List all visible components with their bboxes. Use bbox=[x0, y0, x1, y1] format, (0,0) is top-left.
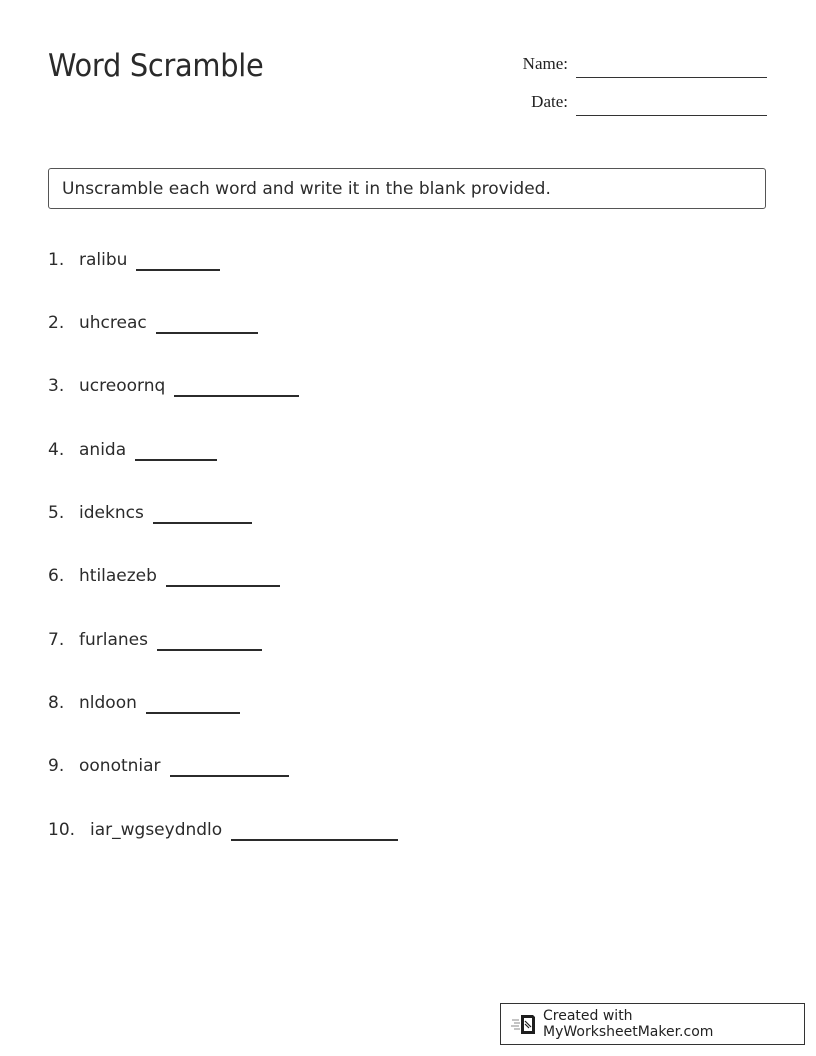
date-field bbox=[508, 92, 767, 112]
scrambled-word: uhcreac bbox=[79, 313, 147, 333]
instructions-box bbox=[48, 168, 766, 209]
item-number: 2. bbox=[48, 313, 65, 333]
item-number: 5. bbox=[48, 503, 65, 523]
scrambled-word: iar_wgseydndlo bbox=[90, 820, 223, 840]
scrambled-word: anida bbox=[79, 440, 127, 460]
list-item bbox=[48, 503, 252, 523]
name-blank-line[interactable] bbox=[576, 76, 767, 78]
item-number: 6. bbox=[48, 566, 65, 586]
name-field bbox=[508, 54, 767, 74]
answer-blank[interactable] bbox=[170, 774, 289, 777]
date-blank-line[interactable] bbox=[576, 114, 767, 116]
list-item bbox=[48, 820, 398, 840]
scrambled-word: ucreoornq bbox=[79, 376, 166, 396]
answer-blank[interactable] bbox=[156, 331, 258, 334]
item-number: 9. bbox=[48, 756, 65, 776]
list-item bbox=[48, 250, 220, 270]
list-item bbox=[48, 313, 258, 333]
answer-blank[interactable] bbox=[153, 521, 252, 524]
scrambled-word: nldoon bbox=[79, 693, 137, 713]
answer-blank[interactable] bbox=[136, 268, 220, 271]
list-item bbox=[48, 440, 217, 460]
scrambled-word: oonotniar bbox=[79, 756, 161, 776]
name-label: Name: bbox=[522, 54, 568, 73]
answer-blank[interactable] bbox=[135, 458, 217, 461]
list-item bbox=[48, 630, 262, 650]
list-item bbox=[48, 693, 240, 713]
worksheet-logo-icon bbox=[511, 1013, 537, 1035]
item-number: 3. bbox=[48, 376, 65, 396]
page-title: Word Scramble bbox=[48, 48, 264, 84]
footer-badge[interactable] bbox=[500, 1003, 805, 1045]
list-item bbox=[48, 756, 289, 776]
footer-text: Created with MyWorksheetMaker.com bbox=[543, 1008, 714, 1040]
instructions-text: Unscramble each word and write it in the blank provided. bbox=[62, 178, 551, 199]
scrambled-word: furlanes bbox=[79, 630, 148, 650]
list-item bbox=[48, 566, 280, 586]
item-number: 10. bbox=[48, 820, 76, 840]
scrambled-word: ralibu bbox=[79, 250, 128, 270]
answer-blank[interactable] bbox=[166, 584, 280, 587]
answer-blank[interactable] bbox=[146, 711, 240, 714]
answer-blank[interactable] bbox=[231, 838, 398, 841]
item-number: 4. bbox=[48, 440, 65, 460]
answer-blank[interactable] bbox=[174, 394, 299, 397]
item-number: 1. bbox=[48, 250, 65, 270]
answer-blank[interactable] bbox=[157, 648, 262, 651]
list-item bbox=[48, 376, 299, 396]
scrambled-word: ideknсs bbox=[79, 503, 144, 523]
item-number: 7. bbox=[48, 630, 65, 650]
date-label: Date: bbox=[531, 92, 568, 111]
scrambled-word: htilaezeb bbox=[79, 566, 157, 586]
item-number: 8. bbox=[48, 693, 65, 713]
